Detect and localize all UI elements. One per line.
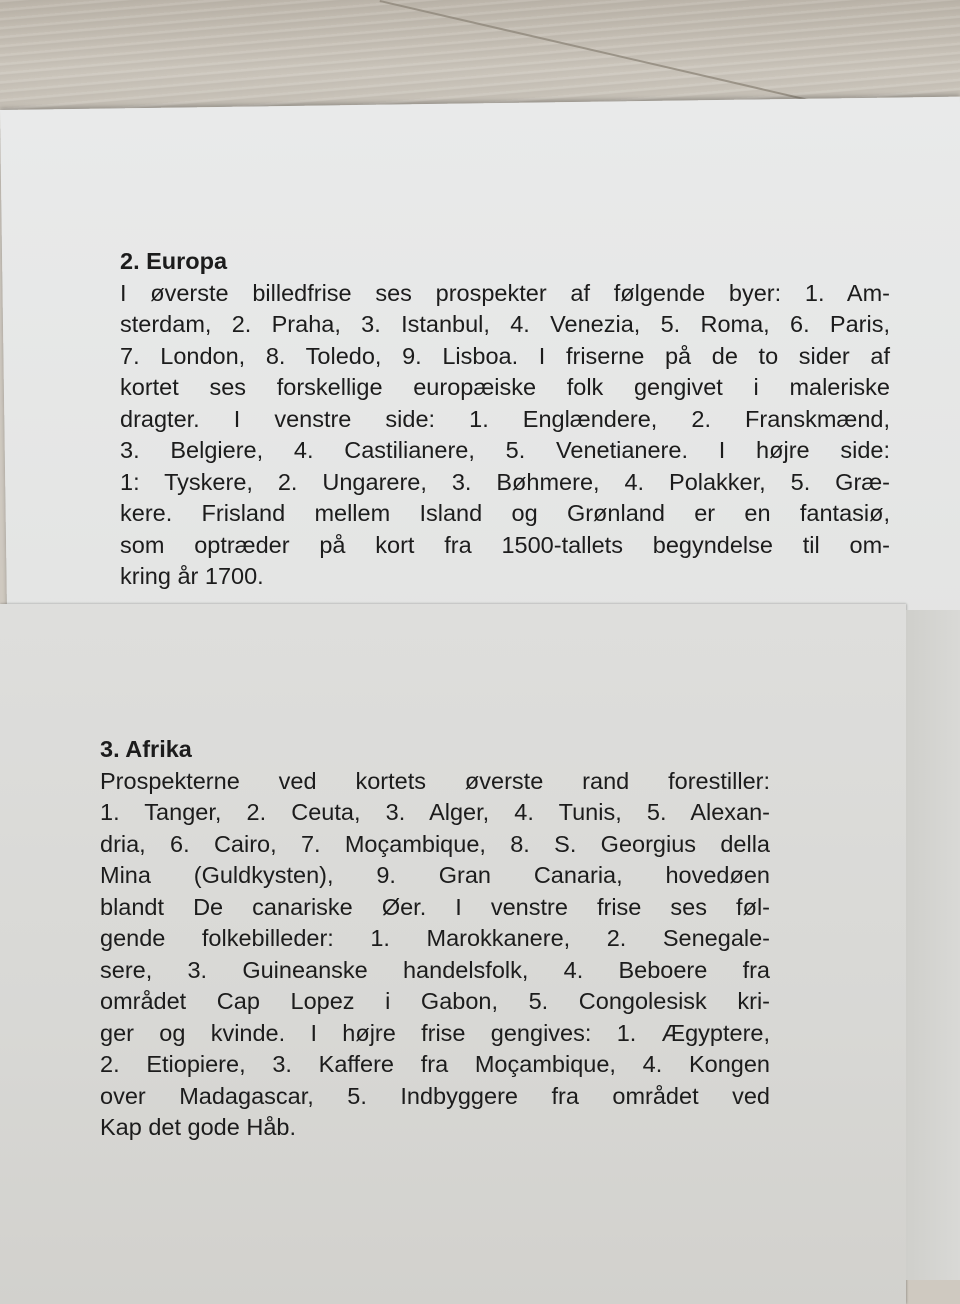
section-title-europa: 2. Europa bbox=[120, 248, 228, 274]
text-line: kortet ses forskellige europæiske folk gengivet i maleriske bbox=[120, 374, 890, 400]
text-line: 2. Etiopiere, 3. Kaffere fra Moçambique, 4. Kongen bbox=[100, 1051, 770, 1077]
text-line: gende folkebilleder: 1. Marokkanere, 2. Senegale- bbox=[100, 925, 770, 951]
text-line: 1. Tanger, 2. Ceuta, 3. Alger, 4. Tunis, 5. Alexan- bbox=[100, 799, 770, 825]
text-line: ger og kvinde. I højre frise gengives: 1. Ægyptere, bbox=[100, 1019, 770, 1046]
text-line: som optræder på kort fra 1500-tallets begyndelse til om- bbox=[120, 531, 890, 558]
text-line: dragter. I venstre side: 1. Englændere, 2. Franskmænd, bbox=[120, 405, 890, 432]
text-line: 3. Belgiere, 4. Castilianere, 5. Venetianere. I højre side: bbox=[120, 437, 890, 463]
section-afrika bbox=[100, 734, 770, 1144]
text-line: blandt De canariske Øer. I venstre frise ses føl- bbox=[100, 893, 770, 920]
text-line: Mina (Guldkysten), 9. Gran Canaria, hovedøen bbox=[100, 862, 770, 888]
text-line: sterdam, 2. Praha, 3. Istanbul, 4. Venezia, 5. Roma, 6. Paris, bbox=[120, 311, 890, 337]
text-line: sere, 3. Guineanske handelsfolk, 4. Beboere fra bbox=[100, 956, 770, 983]
section-europa bbox=[120, 246, 890, 593]
text-line: I øverste billedfrise ses prospekter af følgende byer: 1. Am- bbox=[120, 279, 890, 306]
text-line: Kap det gode Håb. bbox=[100, 1114, 296, 1140]
text-line: 1: Tyskere, 2. Ungarere, 3. Bøhmere, 4. Polakker, 5. Græ- bbox=[120, 468, 890, 495]
text-line: kere. Frisland mellem Island og Grønland er en fantasiø, bbox=[120, 500, 890, 526]
text-line: området Cap Lopez i Gabon, 5. Congolesisk kri- bbox=[100, 988, 770, 1014]
text-line: kring år 1700. bbox=[120, 563, 264, 589]
text-line: dria, 6. Cairo, 7. Moçambique, 8. S. Georgius della bbox=[100, 830, 770, 857]
text-line: Prospekterne ved kortets øverste rand forestiller: bbox=[100, 767, 770, 794]
paper-sheet-edge bbox=[906, 610, 960, 1280]
text-line: over Madagascar, 5. Indbyggere fra området ved bbox=[100, 1082, 770, 1109]
text-line: 7. London, 8. Toledo, 9. Lisboa. I friserne på de to sider af bbox=[120, 342, 890, 369]
section-title-afrika: 3. Afrika bbox=[100, 736, 192, 762]
